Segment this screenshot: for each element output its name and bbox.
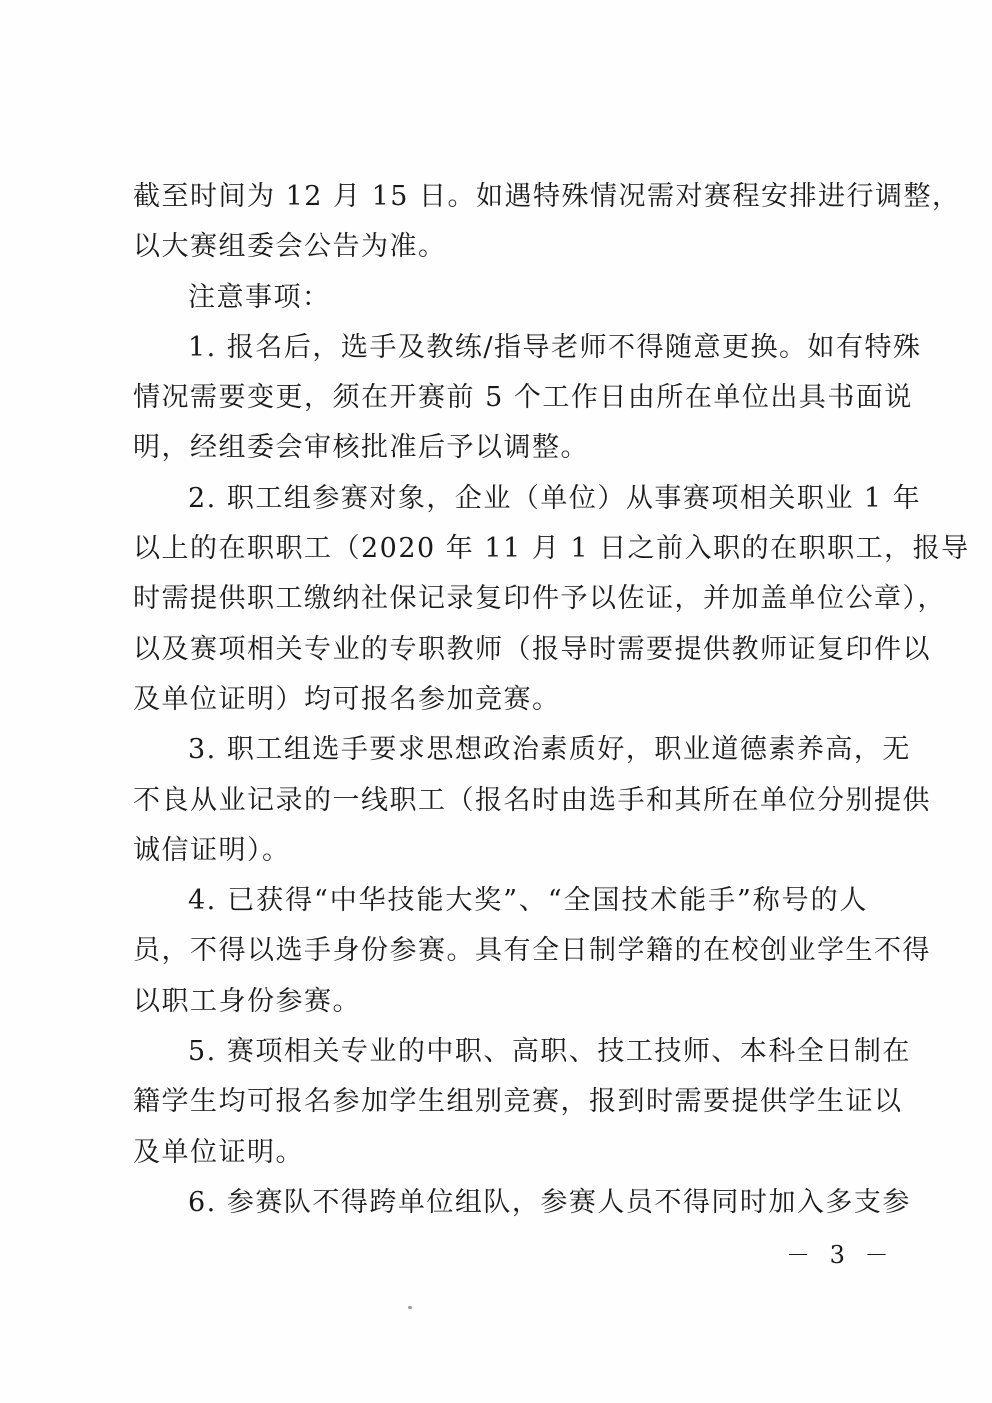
scan-speck <box>408 1306 412 1309</box>
section-heading: 注意事项： <box>188 281 331 313</box>
text-line: 籍学生均可报名参加学生组别竞赛，报到时需要提供学生证以 <box>133 1086 903 1118</box>
text-line: 4. 已获得“中华技能大奖”、“全国技术能手”称号的人 <box>188 885 868 917</box>
text-line: 及单位证明）均可报名参加竞赛。 <box>133 683 561 715</box>
text-line: 以上的在职职工（2020 年 11 月 1 日之前入职的在职职工，报导 <box>133 533 970 565</box>
text-line: 时需提供职工缴纳社保记录复印件予以佐证，并加盖单位公章）， <box>133 583 946 615</box>
text-line: 员，不得以选手身份参赛。具有全日制学籍的在校创业学生不得 <box>133 935 931 967</box>
text-line: 情况需要变更，须在开赛前 5 个工作日由所在单位出具书面说 <box>133 382 913 414</box>
text-line: 及单位证明。 <box>133 1136 304 1168</box>
text-line: 以职工身份参赛。 <box>133 985 361 1017</box>
text-line: 不良从业记录的一线职工（报名时由选手和其所在单位分别提供 <box>133 784 931 816</box>
text-line: 以及赛项相关专业的专职教师（报导时需要提供教师证复印件以 <box>133 633 931 665</box>
text-line: 截至时间为 12 月 15 日。如遇特殊情况需对赛程安排进行调整， <box>133 181 961 212</box>
text-line: 以大赛组委会公告为准。 <box>133 231 447 263</box>
page-number: － 3 － <box>786 1241 895 1269</box>
text-line: 3. 职工组选手要求思想政治素质好，职业道德素养高，无 <box>188 734 911 766</box>
text-line: 1. 报名后，选手及教练/指导老师不得随意更换。如有特殊 <box>188 331 922 363</box>
text-line: 6. 参赛队不得跨单位组队，参赛人员不得同时加入多支参 <box>188 1186 911 1218</box>
text-line: 2. 职工组参赛对象，企业（单位）从事赛项相关职业 1 年 <box>188 482 922 514</box>
body-text <box>133 172 970 1228</box>
text-line: 5. 赛项相关专业的中职、高职、技工技师、本科全日制在 <box>188 1036 911 1068</box>
text-line: 明，经组委会审核批准后予以调整。 <box>133 432 589 464</box>
text-line: 诚信证明）。 <box>133 834 291 866</box>
